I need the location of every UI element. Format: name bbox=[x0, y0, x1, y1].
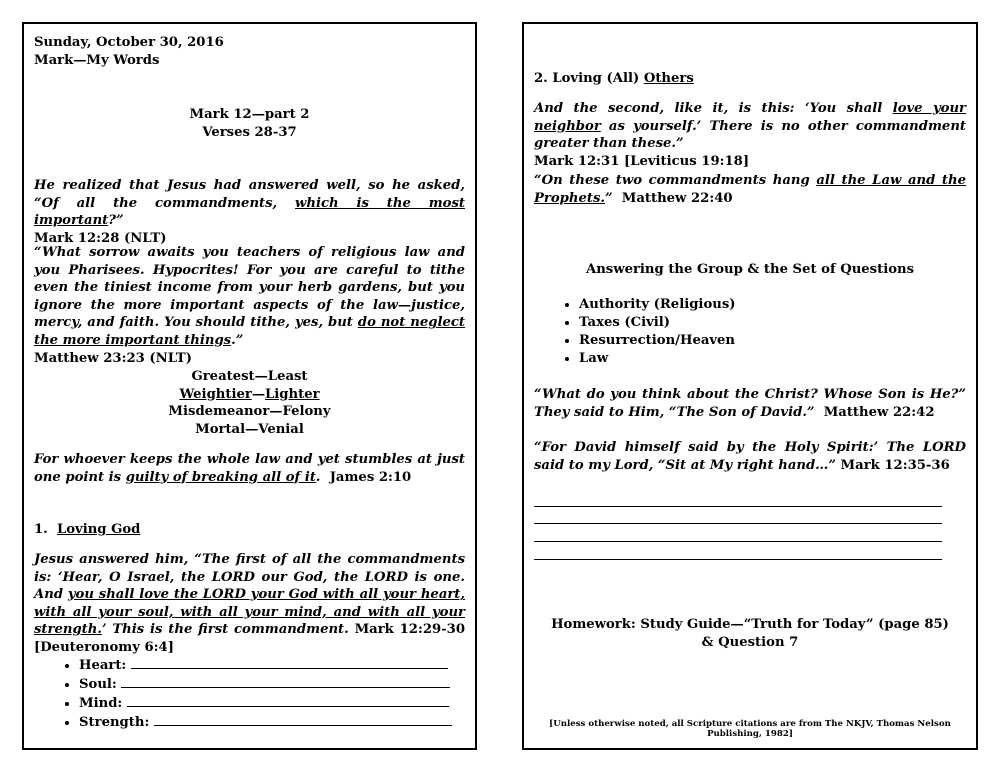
date: Sunday, October 30, 2016 bbox=[34, 35, 224, 50]
list-item: • Mind: bbox=[79, 694, 465, 713]
blank-line bbox=[121, 675, 450, 688]
left-page bbox=[22, 22, 477, 750]
underlined-phrase: love your neighbor bbox=[534, 101, 966, 134]
reference: Matthew 22:42 bbox=[823, 404, 935, 420]
blank-line bbox=[534, 506, 942, 507]
quote-matthew-22-40: “On these two commandments hang all the Law and the Prophets.” Matthew 22:40 bbox=[534, 173, 967, 206]
quote-mark-12-28: He realized that Jesus had answered well, so he asked, “Of all the commandments, which is the most important?” Mark 12:28 (NLT) bbox=[34, 178, 465, 246]
group-list bbox=[534, 296, 966, 368]
homework bbox=[534, 616, 966, 651]
list-item: • Law bbox=[579, 350, 966, 368]
quote-matthew-22-42: “What do you think about the Christ? Whose Son is He?” They said to Him, “The Son of David.” Matthew 22:42 bbox=[534, 387, 966, 420]
contrast-list: Greatest—Least Weightier—Lighter Misdemeanor—Felony Mortal—Venial bbox=[168, 369, 331, 437]
list-item: • Heart: bbox=[79, 656, 465, 675]
reference: Mark 12:35-36 bbox=[840, 457, 950, 473]
underlined-phrase: guilty of breaking all of it bbox=[125, 469, 316, 485]
section-1-heading: 1. Loving God bbox=[34, 522, 141, 537]
blank-line bbox=[534, 541, 942, 542]
underlined-phrase: all the Law and the Prophets. bbox=[534, 173, 967, 206]
passage-heading bbox=[34, 106, 465, 141]
list-item: • Strength: bbox=[79, 713, 465, 732]
section-2-heading: 2. Loving (All) Others bbox=[534, 71, 694, 86]
reference: Mark 12:28 (NLT) bbox=[34, 230, 167, 246]
reference: Matthew 23:23 (NLT) bbox=[34, 350, 192, 366]
reference: Mark 12:31 [Leviticus 19:18] bbox=[534, 153, 750, 169]
section-2-title: Others bbox=[643, 71, 694, 86]
underlined-phrase: you shall love the LORD your God with all your heart, with all your soul, with all your mind, and with all your strength. bbox=[34, 587, 465, 638]
list-item: • Taxes (Civil) bbox=[579, 314, 966, 332]
blank-line bbox=[534, 559, 942, 560]
homework-line-2: & Question 7 bbox=[701, 634, 799, 650]
passage-verses: Verses 28-37 bbox=[202, 124, 297, 140]
reference: Matthew 22:40 bbox=[621, 190, 733, 206]
blank-line bbox=[154, 713, 452, 726]
homework-line-1: Homework: Study Guide—“Truth for Today” (page 85) bbox=[551, 617, 949, 632]
blank-line bbox=[534, 523, 942, 524]
list-item: • Resurrection/Heaven bbox=[579, 332, 966, 350]
quote-matthew-23-23: “What sorrow awaits you teachers of religious law and you Pharisees. Hypocrites! For you are careful to tithe even the tiniest income from your herb gardens, but you ignore the more important aspects of the law—justice, mercy, and faith. You should tithe, yes, but do not neglect the more important things.” Matthew 23:23 (NLT) bbox=[34, 245, 465, 366]
blank-line bbox=[131, 656, 448, 669]
quote-mark-12-31: And the second, like it, is this: ‘You shall love your neighbor as yourself.’ There is no other commandment greater than these.” Mark 12:31 [Leviticus 19:18] bbox=[534, 101, 966, 169]
quote-mark-12-35: “For David himself said by the Holy Spirit:’ The LORD said to my Lord, “Sit at My right hand…” Mark 12:35-36 bbox=[534, 440, 966, 473]
series-title: Mark—My Words bbox=[34, 52, 160, 68]
quote-mark-12-29: Jesus answered him, “The first of all the commandments is: ‘Hear, O Israel, the LORD our God, the LORD is one. And you shall love the LORD your God with all your heart, with all your soul, with all your mind, and with all your strength.’ This is the first commandment. Mark 12:29-30 [Deuteronomy 6:4] bbox=[34, 552, 466, 655]
list-item: • Authority (Religious) bbox=[579, 296, 966, 314]
underlined-phrase: do not neglect the more important things bbox=[34, 315, 465, 348]
header bbox=[34, 34, 465, 69]
reference: James 2:10 bbox=[329, 469, 412, 485]
footnote: [Unless otherwise noted, all Scripture citations are from The NKJV, Thomas Nelson Publishing, 1982] bbox=[549, 719, 951, 739]
section-1-title: Loving God bbox=[56, 522, 141, 537]
passage-title: Mark 12—part 2 bbox=[189, 107, 310, 122]
right-page bbox=[522, 22, 978, 750]
quote-james-2-10: For whoever keeps the whole law and yet stumbles at just one point is guilty of breaking all of it. James 2:10 bbox=[34, 452, 465, 485]
reference: Mark 12:29-30 [Deuteronomy 6:4] bbox=[34, 622, 466, 655]
blank-line bbox=[127, 694, 449, 707]
underlined-phrase: which is the most important bbox=[34, 195, 465, 229]
fill-in-list bbox=[34, 656, 465, 732]
group-heading: Answering the Group & the Set of Questions bbox=[585, 262, 915, 277]
list-item: • Soul: bbox=[79, 675, 465, 694]
